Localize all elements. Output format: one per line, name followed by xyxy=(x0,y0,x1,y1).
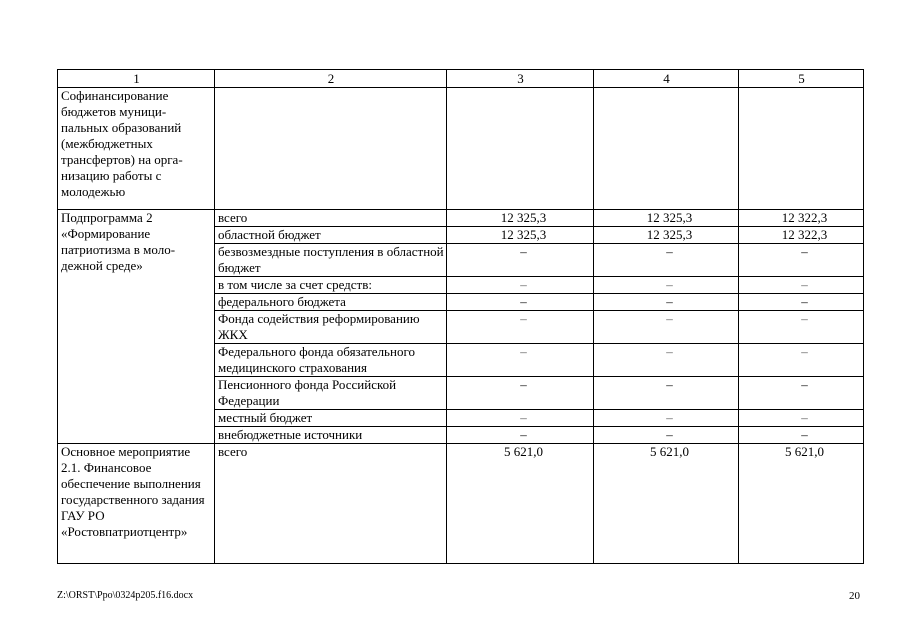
value-cell xyxy=(447,277,594,294)
value-text: 5 621,0 xyxy=(650,444,689,459)
budget-table xyxy=(57,69,864,564)
value-cell xyxy=(739,311,864,344)
table-row-main-event xyxy=(58,444,864,564)
value-cell xyxy=(594,344,739,377)
value-cell xyxy=(447,227,594,244)
table-header-row xyxy=(58,70,864,88)
value-cell xyxy=(594,244,739,277)
value-cell xyxy=(447,311,594,344)
value-text: – xyxy=(801,311,808,326)
value-text: – xyxy=(666,377,673,392)
row-label: областной бюджет xyxy=(215,227,447,244)
value-cell xyxy=(594,311,739,344)
value-text: – xyxy=(801,294,808,309)
value-text: – xyxy=(666,294,673,309)
value-text: – xyxy=(801,277,808,292)
value-cell xyxy=(594,210,739,227)
value-text: 12 325,3 xyxy=(646,210,693,225)
value-text: – xyxy=(801,427,808,442)
value-cell xyxy=(594,377,739,410)
value-cell xyxy=(739,210,864,227)
intro-title-cell: Софинансирование бюджетов муници-пальных образований (межбюджетных трансфертов) на орга-низацию работы с молодежью xyxy=(58,88,215,210)
value-cell xyxy=(447,377,594,410)
value-text: – xyxy=(666,410,673,425)
intro-empty-cell-5 xyxy=(739,88,864,210)
value-cell xyxy=(594,294,739,311)
value-text: – xyxy=(520,410,527,425)
value-text: – xyxy=(801,377,808,392)
row-label: в том числе за счет средств: xyxy=(215,277,447,294)
value-cell xyxy=(739,444,864,564)
value-text: – xyxy=(520,294,527,309)
value-text: – xyxy=(666,244,673,259)
value-cell xyxy=(594,444,739,564)
intro-empty-cell-3 xyxy=(447,88,594,210)
value-cell xyxy=(594,277,739,294)
value-cell xyxy=(447,344,594,377)
row-label: Федерального фонда обязательного медицинского страхования xyxy=(215,344,447,377)
row-label: внебюджетные источники xyxy=(215,427,447,444)
value-text: – xyxy=(666,277,673,292)
value-cell xyxy=(447,427,594,444)
row-label: безвозмездные поступления в областной бюджет xyxy=(215,244,447,277)
value-cell xyxy=(739,344,864,377)
value-text: – xyxy=(666,311,673,326)
value-text: 12 325,3 xyxy=(646,227,693,242)
value-text: – xyxy=(666,427,673,442)
value-cell xyxy=(447,444,594,564)
row-label: всего xyxy=(215,444,447,564)
value-cell xyxy=(739,294,864,311)
value-text: – xyxy=(520,344,527,359)
value-text: 12 325,3 xyxy=(500,210,547,225)
value-text: 5 621,0 xyxy=(504,444,543,459)
row-label: Фонда содействия реформированию ЖКХ xyxy=(215,311,447,344)
value-text: 12 325,3 xyxy=(500,227,547,242)
value-cell xyxy=(739,227,864,244)
value-cell xyxy=(447,294,594,311)
value-text: 12 322,3 xyxy=(781,227,828,242)
row-label: федерального бюджета xyxy=(215,294,447,311)
value-text: – xyxy=(801,410,808,425)
main-event-title-cell: Основное мероприятие 2.1. Финансовое обеспечение выполнения государственного задания ГАУ РО «Ростовпатриотцентр» xyxy=(58,444,215,564)
intro-empty-cell-4 xyxy=(594,88,739,210)
value-text: – xyxy=(801,344,808,359)
value-cell xyxy=(447,244,594,277)
header-cell-3: 3 xyxy=(447,70,594,88)
value-text: – xyxy=(666,344,673,359)
footer-file-path: Z:\ORST\Ppo\0324p205.f16.docx xyxy=(57,590,194,601)
value-cell xyxy=(447,210,594,227)
row-label: местный бюджет xyxy=(215,410,447,427)
intro-empty-cell-2 xyxy=(215,88,447,210)
header-cell-5: 5 xyxy=(739,70,864,88)
value-text: 12 322,3 xyxy=(781,210,828,225)
value-text: – xyxy=(520,244,527,259)
header-cell-4: 4 xyxy=(594,70,739,88)
value-cell xyxy=(739,377,864,410)
row-label: всего xyxy=(215,210,447,227)
subprogram-title-cell: Подпрограмма 2 «Формирование патриотизма в моло-дежной среде» xyxy=(58,210,215,444)
value-text: – xyxy=(520,427,527,442)
value-cell xyxy=(739,410,864,427)
value-text: – xyxy=(520,311,527,326)
table-row-intro xyxy=(58,88,864,210)
value-text: – xyxy=(801,244,808,259)
value-cell xyxy=(739,244,864,277)
value-cell xyxy=(594,410,739,427)
header-cell-1: 1 xyxy=(58,70,215,88)
value-text: – xyxy=(520,377,527,392)
value-cell xyxy=(739,277,864,294)
row-label: Пенсионного фонда Российской Федерации xyxy=(215,377,447,410)
header-cell-2: 2 xyxy=(215,70,447,88)
value-text: – xyxy=(520,277,527,292)
value-cell xyxy=(594,227,739,244)
value-cell xyxy=(447,410,594,427)
value-text: 5 621,0 xyxy=(785,444,824,459)
value-cell xyxy=(594,427,739,444)
footer-page-number: 20 xyxy=(849,590,860,602)
table-row xyxy=(58,210,864,227)
value-cell xyxy=(739,427,864,444)
